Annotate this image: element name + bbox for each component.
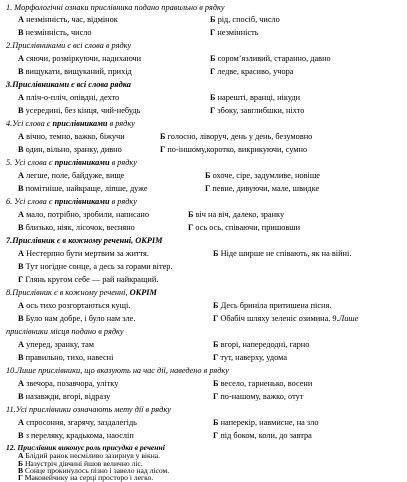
option-v[interactable] [18,392,110,402]
option-text: охоче, сіре, задумливе, новіше [212,171,320,180]
option-g[interactable] [18,275,158,285]
option-a[interactable] [18,452,160,459]
question-7-title [6,236,163,246]
option-key: В [18,466,24,475]
option-text: Маковейчику на серці просторо і легко. [24,473,154,482]
option-text: вічно, темно, важко, біжучи [26,132,125,141]
option-v[interactable] [18,28,92,38]
option-g[interactable] [160,145,307,155]
option-key: А [18,171,24,180]
option-text: тут, наверху, удома [220,353,288,362]
option-key: В [18,223,24,232]
question-text: 12. Прислівник виконує роль присудка в реченні [6,443,165,452]
question-keyword: прислівниками [54,158,110,167]
question-9-title: прислівники місця подано в рядку [6,327,124,336]
option-text: помітніше, найкраще, ліпше, дуже [25,184,148,193]
question-8-title [6,288,157,298]
option-key: Г [160,145,166,154]
option-g[interactable] [205,184,319,194]
option-text: певне, дивуючи, мале, швидке [212,184,320,193]
option-a[interactable] [18,418,137,428]
option-text: незмінність, час, відмінок [26,15,118,24]
option-b[interactable] [188,210,284,220]
option-v[interactable] [18,145,122,155]
question-keyword: прислівниками [52,119,108,128]
option-a[interactable] [18,249,149,259]
question-text: 3.Прислівниками є всі слова рядка [6,80,131,89]
option-text: Було нам добре, і було нам зле. [25,314,136,323]
question-11-title: 11.Усі прислівники означають мету дії в рядку [6,405,171,414]
option-v[interactable] [18,67,132,77]
option-a[interactable] [18,210,149,220]
option-key: В [18,28,24,37]
question-9-text: Лише [338,314,359,323]
question-4-title [6,119,135,129]
option-key: Г [213,314,219,323]
option-text: ось ось, співаючи, пришовши [195,223,301,232]
option-g[interactable] [210,106,304,116]
option-text: вгорі, напередодні, гарно [220,340,310,349]
option-text: наперекір, навмисне, на зло [220,418,319,427]
option-key: А [18,249,24,258]
option-g[interactable] [213,392,303,402]
option-v[interactable] [18,106,140,116]
option-v[interactable] [18,353,113,363]
option-text: правильно, тихо, навесні [25,353,114,362]
option-key: А [18,54,24,63]
option-text: назавжди, вгорі, відразу [25,392,111,401]
option-text: Сонце прокинулось пізно і завело над лісом. [24,466,170,475]
question-text: 4.Усі слова є [6,119,53,128]
option-key: Г [213,431,219,440]
option-text: під боком, коли, до завтра [220,431,312,440]
option-key: Г [18,473,23,482]
option-b[interactable] [213,249,351,259]
question-10-title: 10.Лише прислівники, що вказують на час дії, наведено в рядку [6,366,229,375]
option-key: Г [213,392,219,401]
option-key: В [18,392,24,401]
option-text: з переляку, крадькома, наосліп [25,431,134,440]
option-b[interactable] [160,132,312,142]
option-text: один, вільно, зранку, дивно [25,145,122,154]
option-b[interactable] [205,171,320,181]
option-v[interactable] [18,314,135,324]
option-key: Г [205,184,211,193]
option-a[interactable] [18,379,118,389]
option-key: В [18,145,24,154]
option-text: усередині, без кінця, чий-небудь [25,106,141,115]
option-a[interactable] [18,54,141,64]
option-v[interactable] [18,223,135,233]
option-b[interactable] [213,340,309,350]
question-5-title [6,158,137,168]
option-key: А [18,418,24,427]
option-v[interactable] [18,184,148,194]
option-text: Глянь кругом себе — рай найкращий. [25,275,159,284]
option-key: Г [210,106,216,115]
option-g[interactable] [213,314,358,324]
option-key: В [18,431,24,440]
option-key: В [18,184,24,193]
option-key: Г [18,275,24,284]
option-text: Нестерпно бути мертвим за життя. [26,249,149,258]
option-b[interactable] [210,15,280,25]
option-text: мало, потрібно, зробили, написано [26,210,149,219]
option-key: В [18,262,24,271]
question-text: 6. Усі слова є [6,197,55,206]
option-g[interactable] [213,431,312,441]
option-key: А [18,340,24,349]
option-key: А [18,210,24,219]
option-text: Обабіч шляху зеленіє озимина. [220,314,331,323]
option-key: В [18,314,24,323]
question-keyword: ОКРІМ [135,236,163,245]
option-text: незмінність [217,28,259,37]
option-text: незмінність, число [25,28,92,37]
option-text: вищукати, вищуканий, прихід [25,67,132,76]
option-text: по-іншому,коротко, викрикуючи, сумно [167,145,308,154]
option-text: збоку, завглибшки, ніхто [217,106,305,115]
option-key: Г [210,67,216,76]
question-1-title [6,3,225,13]
option-text: Тут ногідне сонце, а десь за горами вітер. [25,262,173,271]
option-key: Б [160,132,166,141]
option-key: А [18,451,24,460]
option-b[interactable] [213,301,331,311]
option-b[interactable] [213,379,312,389]
question-6-title [6,197,137,207]
option-key: Г [188,223,194,232]
option-text: Ніде ширше не співають, як на війні. [220,249,352,258]
option-key: Б [213,301,219,310]
option-g[interactable] [210,67,293,77]
option-a[interactable] [18,15,118,25]
option-key: Б [18,459,24,468]
option-key: Б [210,54,216,63]
question-text: 8.Прислівник є в кожному реченні, [6,288,130,297]
option-text: весело, гарненько, восени [220,379,313,388]
option-text: рід, спосіб, число [217,15,280,24]
option-text: голосно, ліворуч, день у день, безумовно [167,132,313,141]
option-a[interactable] [18,340,94,350]
question-9-number: 9. [330,314,339,323]
option-key: В [18,67,24,76]
option-a[interactable] [18,132,125,142]
option-key: Б [188,210,194,219]
option-v[interactable] [18,431,134,441]
option-text: близько, ніяк, лісочок, весняно [25,223,135,232]
option-key: Г [213,353,219,362]
question-text: 7.Прислівник є в кожному реченні, [6,236,136,245]
option-text: нарешті, вранці, нікуди [217,93,301,102]
option-g[interactable] [213,353,287,363]
option-text: Десь бриніла притишена пісня. [220,301,332,310]
option-g[interactable] [210,28,259,38]
question-2-title: 2.Прислівниками є всі слова в рядку [6,41,132,50]
option-text: сяючи, розміркуючи, надихаючи [26,54,142,63]
option-key: Б [205,171,211,180]
option-key: Б [213,379,219,388]
option-text: ось тихо розгортаються кущі. [26,301,131,310]
question-keyword: прислівниками [54,197,110,206]
question-number: 1. [6,3,15,12]
option-text: Назустріч дівчині йшов велично ліс. [24,459,143,468]
option-b[interactable] [210,54,331,64]
option-key: Г [210,28,216,37]
option-text: по-нашому, важко, отут [220,392,304,401]
option-key: Б [210,93,216,102]
question-text: 5. Усі слова є [6,158,55,167]
option-key: А [18,93,24,102]
option-key: Б [213,249,219,258]
question-text: в рядку [109,158,137,167]
option-g[interactable] [188,223,300,233]
question-text: в рядку [107,119,135,128]
option-b[interactable] [213,418,318,428]
question-text: в рядку [109,197,137,206]
option-key: Б [213,340,219,349]
option-a[interactable] [18,301,130,311]
question-keyword: ОКРІМ [129,288,157,297]
question-3-title [6,80,131,90]
option-key: Б [213,418,219,427]
option-key: А [18,132,24,141]
option-a[interactable] [18,171,124,181]
option-text: віч на віч, далеко, зранку [195,210,285,219]
option-key: В [18,106,24,115]
option-text: пліч-о-пліч, опівдні, дехто [26,93,120,102]
option-text: уперед, зранку, там [26,340,95,349]
option-text: спросоння, згарячу, заздалегідь [26,418,137,427]
option-b[interactable] [210,93,300,103]
question-text: Морфологічні ознаки прислівника подано правильно в рядку [14,3,225,12]
option-key: А [18,379,24,388]
option-text: легше, поле, байдуже, вище [26,171,125,180]
option-text: сором’язливий, старанно, давно [217,54,331,63]
option-key: А [18,301,24,310]
option-key: А [18,15,24,24]
option-a[interactable] [18,93,119,103]
question-12-title [6,444,165,451]
option-v[interactable] [18,262,173,272]
option-text: Блідий ранок несміливо зазирнув у вікна. [25,451,161,460]
option-text: ледве, красиво, учора [217,67,294,76]
option-key: Б [210,15,216,24]
option-key: В [18,353,24,362]
option-text: звечора, позавчора, улітку [26,379,119,388]
